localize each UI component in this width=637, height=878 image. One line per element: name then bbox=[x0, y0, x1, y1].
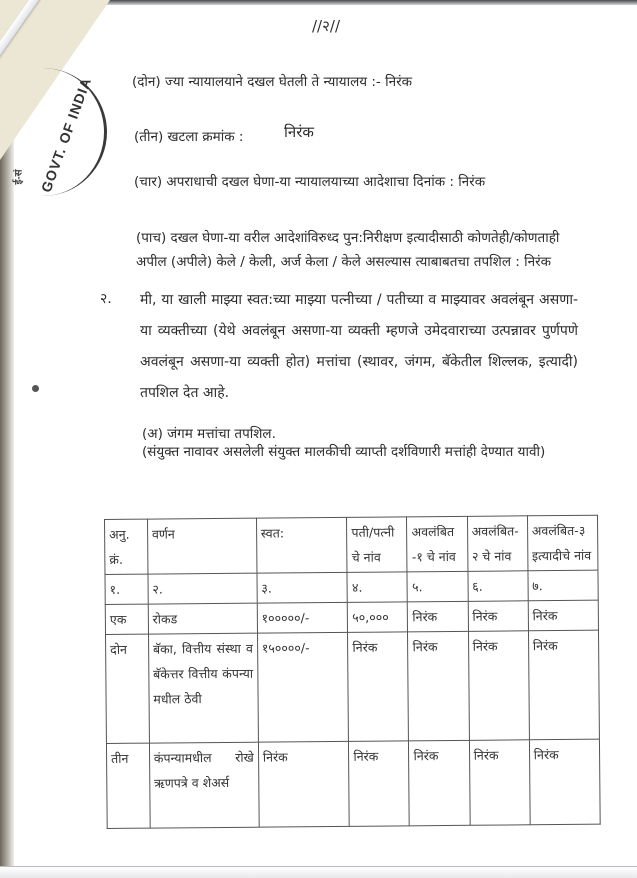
cell-spouse: ५०,००० bbox=[348, 602, 408, 633]
header-description: वर्णन bbox=[147, 518, 256, 574]
cell-dependent-1: निरंक bbox=[409, 740, 470, 826]
header-dependent-1: अवलंबित -१ चे नांव bbox=[407, 516, 468, 572]
cell-dependent-3: निरंक bbox=[529, 739, 600, 825]
cell-description: कंपन्यामधील रोखे ऋणपत्रे व शेअर्स bbox=[149, 742, 259, 828]
cell-dependent-2: निरंक bbox=[468, 631, 529, 741]
scan-edge-bottom bbox=[0, 866, 637, 878]
page-number: //२// bbox=[312, 17, 341, 35]
cell-serial: दोन bbox=[106, 634, 150, 743]
column-number: ७. bbox=[528, 570, 599, 601]
stamp-side-text: ई-सं bbox=[13, 169, 25, 185]
header-dependent-3: अवलंबित-३ इत्यादीचे नांव bbox=[527, 515, 598, 571]
cell-dependent-2: निरंक bbox=[469, 740, 530, 826]
column-number: ४. bbox=[347, 572, 407, 603]
column-number-row bbox=[105, 570, 598, 604]
cell-self: १०००००/- bbox=[257, 602, 348, 633]
movable-assets-table bbox=[104, 515, 601, 829]
cell-dependent-3: निरंक bbox=[528, 630, 599, 740]
header-serial: अनु. क्रं. bbox=[105, 519, 148, 574]
section-number: २. bbox=[100, 291, 112, 307]
item-five-line1: (पाच) दखल घेणा-या वरील आदेशांविरुध्द पुन:निरीक्षण इत्यादीसाठी कोणतेही/कोणताही bbox=[136, 230, 560, 246]
subsection-heading: (अ) जंगम मत्तांचा तपशिल. bbox=[142, 426, 276, 442]
header-self: स्वत: bbox=[256, 517, 347, 573]
cell-serial: तीन bbox=[106, 743, 150, 828]
subsection-note: (संयुक्त नावावर असलेली संयुक्त मालकीची व्याप्ती दर्शविणारी मत्तांही देण्यात यावी) bbox=[142, 444, 546, 460]
item-five-line2: अपील (अपीले) केले / केली, अर्ज केला / केले असल्यास त्याबाबतचा तपशिल : निरंक bbox=[136, 254, 551, 270]
column-number: २. bbox=[148, 573, 257, 604]
cell-serial: एक bbox=[105, 604, 148, 634]
column-number: ६. bbox=[468, 571, 528, 602]
cell-description: बॅका, वित्तीय संस्था व बॅकेत्तर वित्तीय कंपन्या मधील ठेवी bbox=[148, 633, 258, 743]
item-three-value: निरंक bbox=[284, 123, 314, 141]
column-number: ३. bbox=[257, 572, 348, 603]
ink-mark bbox=[32, 385, 39, 392]
section-paragraph: मी, या खाली माझ्या स्वत:च्या माझ्या पत्नीच्या / पतीच्या व माझ्यावर अवलंबून असणा-या व्यक्तीच्या (येथे अवलंबून असणा-या व्यक्ती म्हणजे उमेदवाराच्या उत्पन्नावर पुर्णपणे अवलंबून असणा-या व्यक्ती होत) मत्तांचा (स्थावर, जंगम, बॅकेतील शिल्लक, इत्यादी) तपशिल देत आहे. bbox=[140, 292, 578, 401]
table-row bbox=[106, 739, 600, 828]
column-number: १. bbox=[105, 574, 148, 604]
cell-dependent-3: निरंक bbox=[528, 600, 599, 631]
cell-dependent-1: निरंक bbox=[408, 601, 468, 632]
item-two: (दोन) ज्या न्यायालयाने दखल घेतली ते न्यायालय :- निरंक bbox=[132, 74, 412, 90]
column-number: ५. bbox=[407, 571, 467, 602]
cell-spouse: निरंक bbox=[349, 741, 410, 827]
cell-self: १५००००/- bbox=[257, 632, 349, 742]
table-row bbox=[105, 600, 598, 634]
table-row bbox=[106, 630, 600, 743]
item-three-label: (तीन) खटला क्रमांक : bbox=[134, 129, 244, 145]
cell-description: रोकड bbox=[148, 603, 257, 634]
cell-self: निरंक bbox=[258, 741, 349, 827]
cell-dependent-1: निरंक bbox=[408, 631, 469, 741]
item-four: (चार) अपराधाची दखल घेणा-या न्यायालयाच्या आदेशाचा दिनांक : निरंक bbox=[134, 174, 486, 190]
table-header-row bbox=[105, 515, 598, 574]
header-dependent-2: अवलंबित- २ चे नांव bbox=[467, 516, 528, 572]
stamp-text: GOVT. OF INDIA bbox=[37, 74, 95, 195]
cell-dependent-2: निरंक bbox=[468, 601, 528, 632]
cell-spouse: निरंक bbox=[348, 632, 409, 742]
header-spouse: पती/पत्नी चे नांव bbox=[347, 517, 408, 573]
